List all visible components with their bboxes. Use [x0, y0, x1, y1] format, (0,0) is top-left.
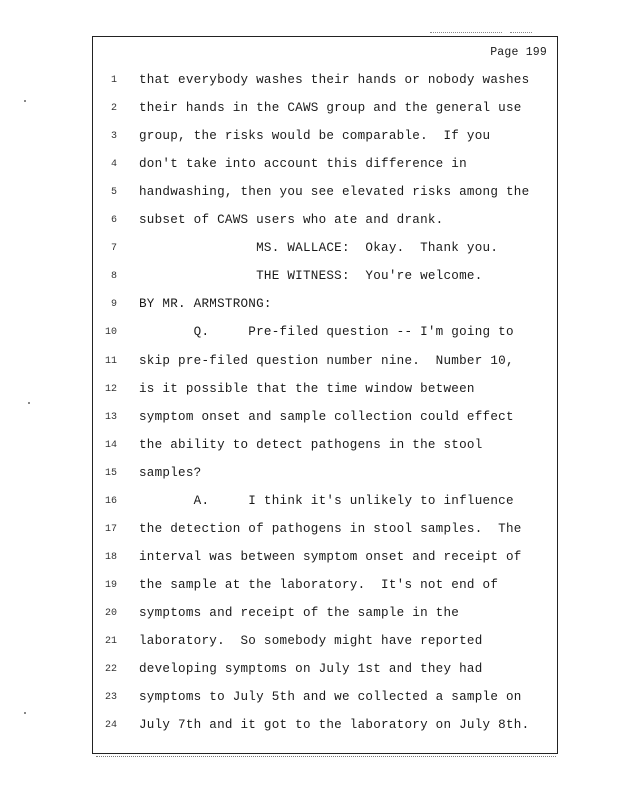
line-number: 10 [104, 327, 117, 339]
transcript-line: developing symptoms on July 1st and they had [139, 662, 483, 677]
transcript-page [92, 36, 558, 754]
line-number: 12 [104, 383, 117, 395]
transcript-line: symptoms and receipt of the sample in the [139, 605, 460, 620]
line-number: 18 [104, 551, 117, 563]
line-number: 19 [104, 579, 117, 591]
scan-artifact-bottom [96, 756, 556, 759]
line-number: 6 [110, 215, 117, 227]
line-number: 21 [104, 636, 117, 647]
line-number: 24 [104, 720, 117, 732]
line-number: 11 [104, 355, 117, 367]
transcript-line: THE WITNESS: You're welcome. [139, 269, 483, 284]
line-number: 2 [110, 103, 117, 115]
line-number: 14 [104, 439, 117, 451]
transcript-line: Q. Pre-filed question -- I'm going to [139, 325, 514, 340]
transcript-line: laboratory. So somebody might have reported [139, 634, 483, 648]
transcript-line: the sample at the laboratory. It's not end of [139, 577, 499, 592]
transcript-line: BY MR. ARMSTRONG: [139, 297, 272, 312]
line-number: 1 [110, 75, 117, 86]
transcript-line: samples? [139, 465, 202, 480]
transcript-line: the detection of pathogens in stool samples. The [139, 521, 522, 536]
transcript-line: don't take into account this difference in [139, 157, 467, 172]
scan-artifact-top [430, 32, 502, 34]
margin-speck [24, 100, 26, 102]
margin-speck [28, 402, 30, 404]
transcript-line: their hands in the CAWS group and the general use [139, 101, 522, 116]
transcript-line: A. I think it's unlikely to influence [139, 493, 514, 508]
line-number: 16 [104, 495, 117, 507]
transcript-line: subset of CAWS users who ate and drank. [139, 213, 444, 228]
transcript-line: group, the risks would be comparable. If you [139, 129, 491, 144]
line-number: 20 [104, 607, 117, 619]
transcript-line: symptoms to July 5th and we collected a sample on [139, 690, 522, 705]
line-number: 8 [110, 271, 117, 283]
line-number: 13 [104, 411, 117, 423]
line-number: 4 [110, 159, 117, 171]
line-number: 17 [104, 523, 117, 535]
transcript-line: symptom onset and sample collection could effect [139, 409, 514, 424]
transcript-line: MS. WALLACE: Okay. Thank you. [139, 241, 499, 256]
transcript-line: is it possible that the time window between [139, 381, 475, 396]
line-number: 5 [110, 187, 117, 199]
transcript-line: the ability to detect pathogens in the stool [139, 437, 483, 452]
line-number: 7 [110, 243, 117, 255]
line-number: 15 [104, 467, 117, 479]
line-number: 23 [104, 692, 117, 704]
transcript-line: that everybody washes their hands or nobody washes [139, 73, 530, 87]
transcript-line: handwashing, then you see elevated risks among the [139, 185, 530, 200]
page-number: Page 199 [490, 46, 547, 59]
transcript-line: skip pre-filed question number nine. Number 10, [139, 353, 514, 368]
line-number: 9 [110, 299, 117, 311]
line-number: 3 [110, 131, 117, 143]
scan-artifact-top-2 [510, 32, 532, 34]
transcript-line: interval was between symptom onset and receipt of [139, 549, 522, 564]
transcript-line: July 7th and it got to the laboratory on July 8th. [139, 718, 530, 733]
margin-speck [24, 712, 26, 714]
line-number: 22 [104, 664, 117, 676]
